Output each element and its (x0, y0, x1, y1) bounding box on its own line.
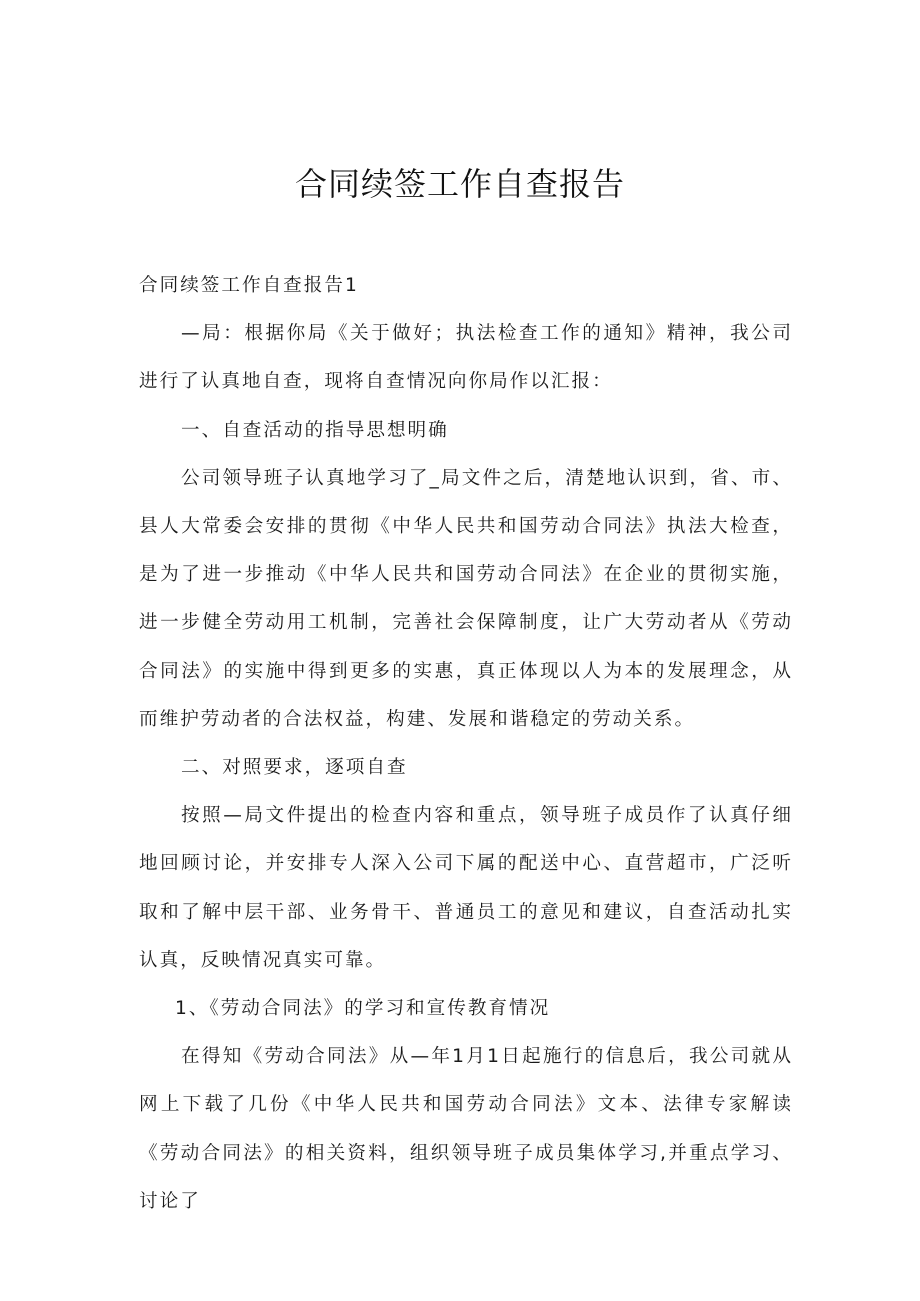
paragraph-section-1: 公司领导班子认真地学习了_局文件之后，清楚地认识到，省、市、县人大常委会安排的贯彻《中华人民共和国劳动合同法》执法大检查，是为了进一步推动《中华人民共和国劳动合同法》在企业的贯彻实施，进一步健全劳动用工机制，完善社会保障制度，让广大劳动者从《劳动合同法》的实施中得到更多的实惠，真正体现以人为本的发展理念，从而维护劳动者的合法权益，构建、发展和谐稳定的劳动关系。 (139, 467, 793, 730)
paragraph-intro: —局：根据你局《关于做好；执法检查工作的通知》精神，我公司进行了认真地自查，现将自查情况向你局作以汇报： (139, 323, 793, 393)
subsection-heading-1: 1、《劳动合同法》的学习和宣传教育情况 (175, 998, 551, 1020)
paragraph-section-2: 按照—局文件提出的检查内容和重点，领导班子成员作了认真仔细地回顾讨论，并安排专人深入公司下属的配送中心、直营超市，广泛听取和了解中层干部、业务骨干、普通员工的意见和建议，自查活动扎实认真，反映情况真实可靠。 (139, 805, 793, 971)
section-heading-1: 一、自查活动的指导思想明确 (181, 419, 449, 441)
section-heading-2: 二、对照要求，逐项自查 (181, 757, 408, 779)
document-body (139, 262, 793, 1226)
report-subtitle: 合同续签工作自查报告1 (139, 275, 359, 296)
document-title: 合同续签工作自查报告 (294, 165, 625, 203)
paragraph-subsection-1: 在得知《劳动合同法》从—年1月1日起施行的信息后，我公司就从网上下载了几份《中华人民共和国劳动合同法》文本、法律专家解读《劳动合同法》的相关资料，组织领导班子成员集体学习,并重点学习、讨论了 (139, 1046, 793, 1212)
